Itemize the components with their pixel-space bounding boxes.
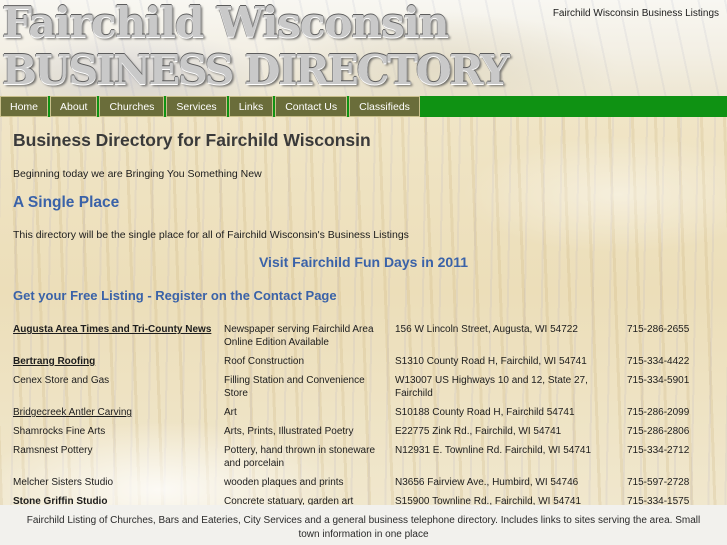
business-phone: 715-334-1575: [627, 496, 690, 505]
nav-item-links[interactable]: Links: [229, 96, 274, 117]
business-table: [13, 320, 719, 505]
table-row: [13, 352, 719, 371]
nav-item-home[interactable]: Home: [0, 96, 48, 117]
business-name: Shamrocks Fine Arts: [13, 426, 106, 437]
business-description: Art: [224, 407, 237, 418]
business-address: S10188 County Road H, Fairchild 54741: [395, 407, 575, 418]
site-tagline: Fairchild Wisconsin Business Listings: [552, 8, 719, 19]
business-name[interactable]: Bertrang Roofing: [13, 356, 96, 367]
footer: [0, 505, 727, 545]
business-address: E22775 Zink Rd., Fairchild, WI 54741: [395, 426, 562, 437]
business-address: S1310 County Road H, Fairchild, WI 54741: [395, 356, 587, 367]
business-name[interactable]: Bridgecreek Antler Carving: [13, 407, 132, 418]
site-logo-line2: BUSINESS DIRECTORY: [2, 46, 508, 94]
business-phone: 715-286-2806: [627, 426, 690, 437]
free-listing-cta: Get your Free Listing - Register on the Contact Page: [13, 288, 337, 303]
table-row: [13, 473, 719, 492]
table-row: [13, 441, 719, 473]
header-banner: [0, 0, 727, 96]
business-phone: 715-334-4422: [627, 356, 690, 367]
intro-text: Beginning today we are Bringing You Something New: [13, 168, 262, 180]
main-content: [0, 117, 727, 505]
business-description: Roof Construction: [224, 356, 305, 367]
business-name[interactable]: Stone Griffin Studio: [13, 496, 108, 505]
page-title: Business Directory for Fairchild Wisconsin: [13, 130, 371, 150]
business-name[interactable]: Augusta Area Times and Tri-County News: [13, 324, 212, 335]
site-logo-line1: Fairchild Wisconsin: [2, 0, 449, 47]
business-phone: 715-597-2728: [627, 477, 690, 488]
business-description: Concrete statuary, garden art: [224, 496, 354, 505]
business-name: Cenex Store and Gas: [13, 375, 110, 386]
business-description: Filling Station and Convenience Store: [224, 375, 365, 399]
business-phone: 715-334-2712: [627, 445, 690, 456]
section-text: This directory will be the single place for all of Fairchild Wisconsin's Business Listings: [13, 229, 409, 241]
fun-days-promo: Visit Fairchild Fun Days in 2011: [258, 254, 469, 270]
nav-item-about[interactable]: About: [50, 96, 97, 117]
table-row: [13, 403, 719, 422]
business-name: Ramsnest Pottery: [13, 445, 93, 456]
table-row: [13, 320, 719, 352]
business-phone: 715-286-2655: [627, 324, 690, 335]
nav-item-contact-us[interactable]: Contact Us: [275, 96, 347, 117]
business-address: S15900 Townline Rd., Fairchild, WI 54741: [395, 496, 582, 505]
business-address: N3656 Fairview Ave., Humbird, WI 54746: [395, 477, 579, 488]
table-row: [13, 492, 719, 505]
business-name: Melcher Sisters Studio: [13, 477, 114, 488]
nav-item-services[interactable]: Services: [166, 96, 226, 117]
business-address: 156 W Lincoln Street, Augusta, WI 54722: [395, 324, 578, 335]
business-phone: 715-334-5901: [627, 375, 690, 386]
main-nav: [0, 96, 727, 117]
business-description: Newspaper serving Fairchild Area Online Edition Available: [224, 324, 374, 348]
business-address: N12931 E. Townline Rd. Fairchild, WI 54741: [395, 445, 592, 456]
nav-item-churches[interactable]: Churches: [99, 96, 164, 117]
table-row: [13, 422, 719, 441]
business-description: wooden plaques and prints: [224, 477, 344, 488]
business-address: W13007 US Highways 10 and 12, State 27, Fairchild: [395, 375, 588, 399]
nav-item-classifieds[interactable]: Classifieds: [349, 96, 420, 117]
business-description: Pottery, hand thrown in stoneware and porcelain: [224, 445, 376, 469]
business-description: Arts, Prints, Illustrated Poetry: [224, 426, 354, 437]
section-heading: A Single Place: [13, 194, 120, 211]
footer-text: Fairchild Listing of Churches, Bars and Eateries, City Services and a general business telephone directory. Includes links to sites serving the area. Small town information in one place: [26, 515, 701, 540]
business-phone: 715-286-2099: [627, 407, 690, 418]
table-row: [13, 371, 719, 403]
